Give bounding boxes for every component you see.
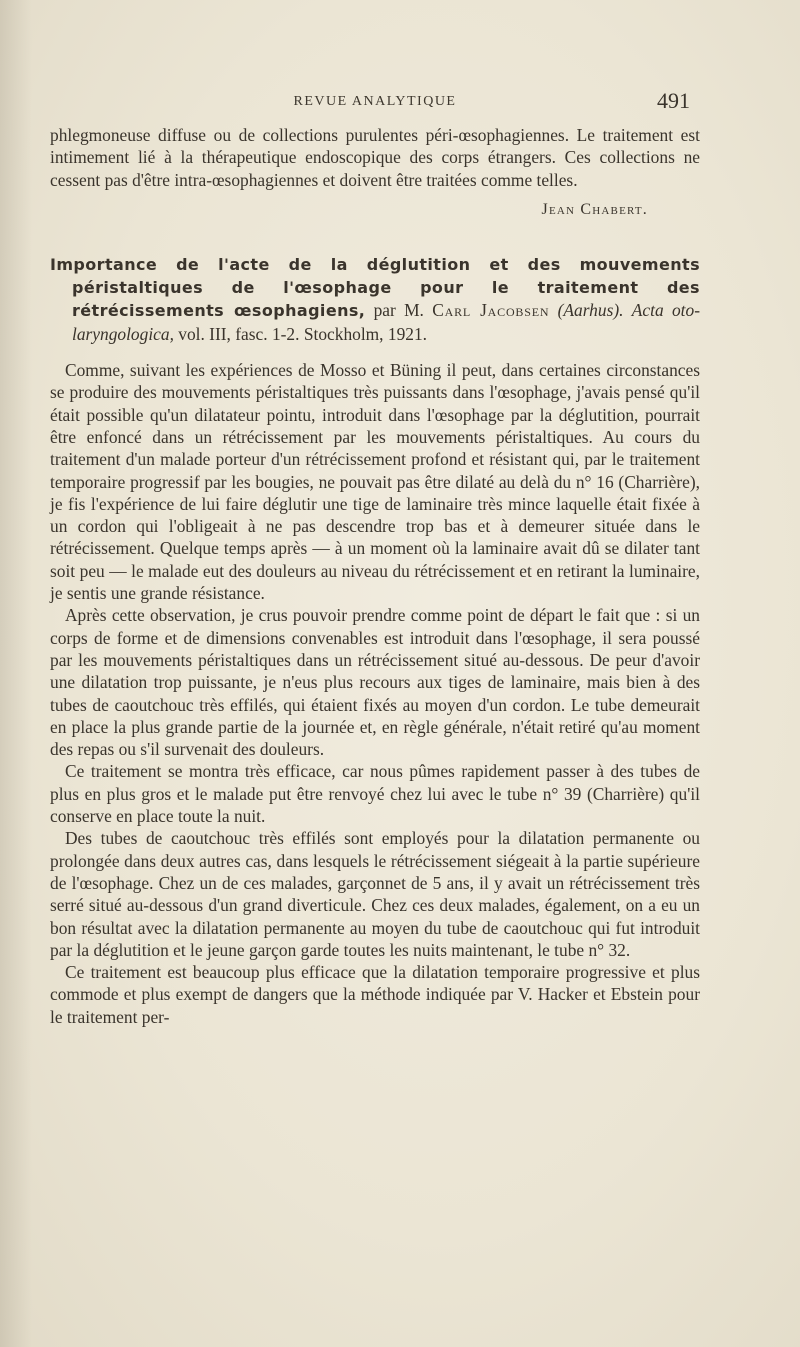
article-reference: vol. III, fasc. 1-2. Stockholm, 1921. <box>173 323 428 344</box>
article-title: Importance de l'acte de la déglutition et des mouvements péristaltiques de l'œsophage pour le traitement des rétrécissements œsophagiens, <box>50 254 700 321</box>
article-body <box>50 359 700 1028</box>
article-author: Carl Jacobsen <box>432 300 550 321</box>
body-paragraph-5: Ce traitement est beaucoup plus efficace que la dilatation temporaire progressive et plus commode et plus exempt de dangers que la méthode indiquée par V. Hacker et Ebstein pour le traitement per- <box>50 962 700 1027</box>
running-title: REVUE ANALYTIQUE <box>293 94 457 109</box>
article-heading <box>50 253 700 345</box>
body-paragraph-3: Ce traitement se montra très efficace, car nous pûmes rapidement passer à des tubes de plus en plus gros et le malade put être renvoyé chez lui avec le tube n° 39 (Charrière) qu'il conserve en place toute la nuit. <box>50 761 700 827</box>
article-location: (Aarhus). <box>557 300 624 321</box>
page-number: 491 <box>657 88 690 113</box>
body-paragraph-2: Après cette observation, je crus pouvoir prendre comme point de départ le fait que : si un corps de forme et de dimensions convenables est introduit dans l'œsophage, il sera poussé par les mouvements péristaltiques dans un rétrécissement situé au-dessous. De peur d'avoir une dilatation trop puissante, je n'eus plus recours aux tiges de laminaire, mais bien à des tubes de caoutchouc très effilés, qui étaient fixés au moyen d'un cordon. Le tube demeurait en place la plus grande partie de la journée et, en règle générale, n'était retiré qu'au moment des repas ou s'il survenait des douleurs. <box>50 605 700 760</box>
page-edge-shadow <box>0 0 32 1347</box>
body-paragraph-1: Comme, suivant les expériences de Mosso et Büning il peut, dans certaines circonstances se produire des mouvements péristaltiques très puissants dans l'œsophage, j'avais pensé qu'il était possible qu'un dilatateur pointu, introduit dans l'œsophage par la déglutition, pourrait être enfoncé dans un rétrécissement par les mouvements péristaltiques. Au cours du traitement d'un malade porteur d'un rétrécissement profond et résistant qui, par le traitement temporaire progressif par les bougies, ne pouvait pas être dilaté au delà du n° 16 (Charrière), je fis l'expérience de lui faire déglutir une tige de laminaire très mince laquelle était fixée à un cordon qui l'obligeait à ne pas descendre trop bas et à demeurer située dans le rétrécissement. Quelque temps après — à un moment où la laminaire avait dû se dilater tant soit peu — le malade eut des douleurs au niveau du rétrécissement et en retirant la luminaire, je sentis une grande résistance. <box>50 360 700 604</box>
body-paragraph-4: Des tubes de caoutchouc très effilés sont employés pour la dilatation permanente ou prolongée dans deux autres cas, dans lesquels le rétrécissement siégeait à la partie supérieure de l'œsophage. Chez un de ces malades, garçonnet de 5 ans, il y avait un rétrécissement très serré situé au-dessous d'un grand diverticule. Chez ces deux malades, également, on a eu un bon résultat avec la dilatation permanente au moyen du tube de caoutchouc qui fut introduit par la déglutition et le jeune garçon garde toutes les nuits maintenant, le tube n° 32. <box>50 828 700 960</box>
article-by: par M. <box>365 300 433 321</box>
running-head <box>50 88 700 116</box>
article-journal: Acta oto-laryngologica, <box>72 300 700 344</box>
text-column <box>50 88 700 1028</box>
previous-article-signature: Jean Chabert. <box>541 200 648 218</box>
previous-article-continuation: phlegmoneuse diffuse ou de collections purulentes péri-œsophagiennes. Le traitement est intimement lié à la thérapeutique endoscopique des corps étrangers. Ces collections ne cessent pas d'être intra-œsophagiennes et doivent être traitées comme telles. <box>50 125 700 190</box>
